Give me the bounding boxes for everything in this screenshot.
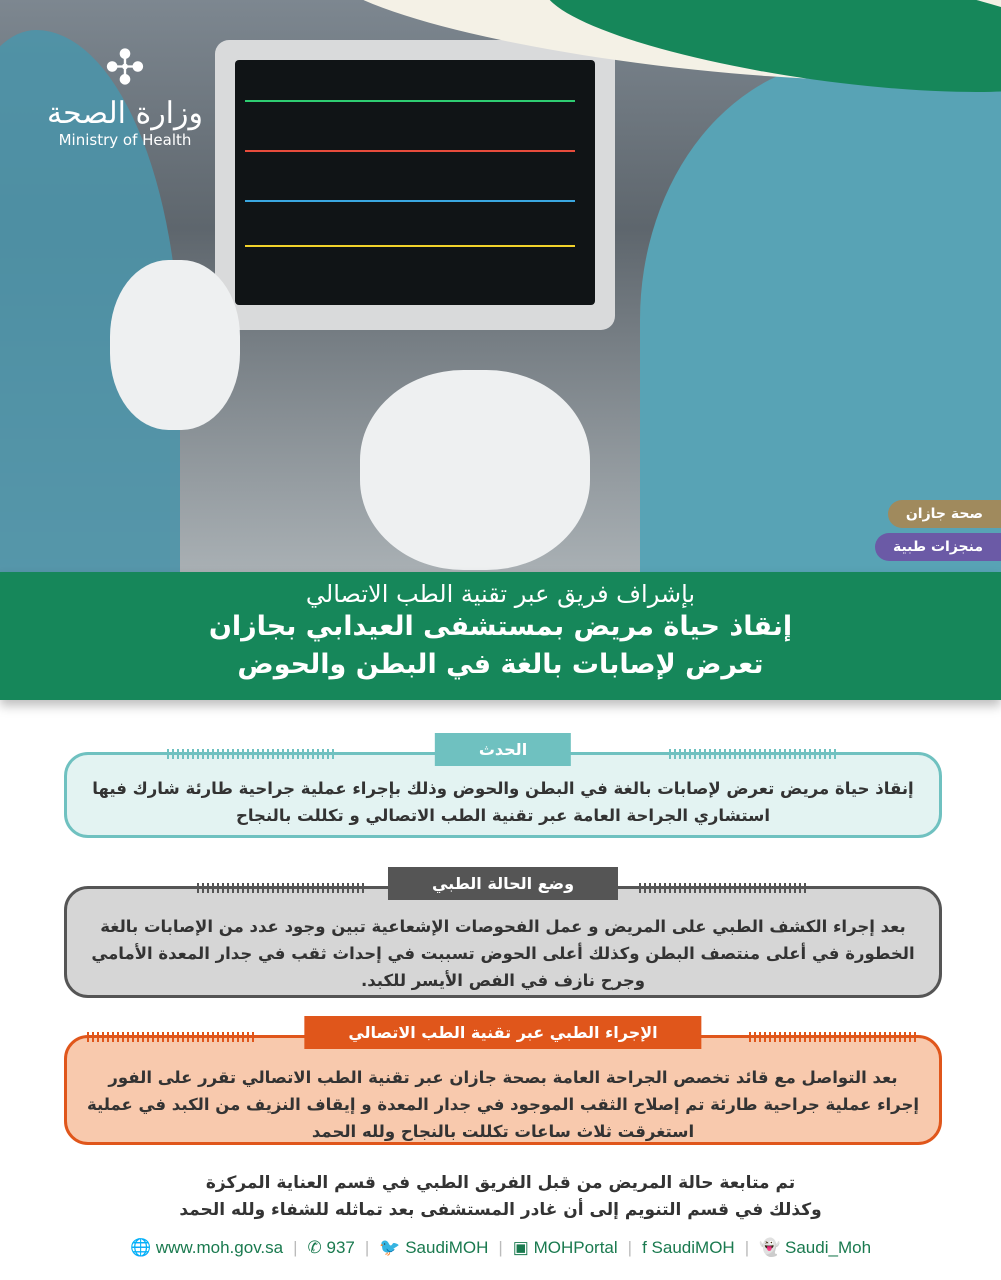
twitter-icon: 🐦	[379, 1238, 401, 1257]
phone-link[interactable]: ✆ 937	[307, 1238, 355, 1257]
snapchat-link[interactable]: 👻 Saudi_Moh	[759, 1238, 872, 1257]
facebook-link[interactable]: f SaudiMOH	[642, 1238, 735, 1257]
globe-icon: 🌐	[129, 1238, 152, 1257]
section-procedure	[64, 1023, 942, 1145]
moh-logo: ✣ وزارة الصحة Ministry of Health	[40, 40, 210, 149]
facebook-icon: f	[642, 1238, 647, 1257]
phone-icon: ✆	[307, 1238, 322, 1257]
website-link[interactable]: 🌐 www.moh.gov.sa	[129, 1238, 284, 1257]
badge-category: منجزات طبية	[875, 533, 1001, 561]
title-line-1: إنقاذ حياة مريض بمستشفى العيدابي بجازان	[208, 611, 793, 642]
section-event	[64, 740, 942, 838]
section-title: الحدث	[435, 733, 571, 766]
section-text: إنقاذ حياة مريض تعرض لإصابات بالغة في البطن والحوض وذلك بإجراء عملية جراحية طارئة شارك فيها استشاري الجراحة العامة عبر تقنية الطب الاتصالي و تكللت بالنجاح	[92, 779, 914, 825]
contact-bar: 🌐 www.moh.gov.sa | ✆ 937 | 🐦 SaudiMOH | ▣ MOHPortal | f SaudiMOH | 👻 Saudi_Moh	[129, 1238, 872, 1257]
section-text: بعد إجراء الكشف الطبي على المريض و عمل الفحوصات الإشعاعية تبين وجود عدد من الإصابات بالغة الخطورة في أعلى منتصف البطن وكذلك أعلى الحوض تسببت في إحداث ثقب في جدار المعدة الأمامي وجرح نازف في الفص الأيسر للكبد.	[91, 917, 915, 990]
youtube-link[interactable]: ▣ MOHPortal	[512, 1238, 618, 1257]
hero-photo	[0, 0, 1001, 572]
section-medical-status	[64, 874, 942, 998]
snapchat-icon: 👻	[759, 1238, 781, 1257]
twitter-link[interactable]: 🐦 SaudiMOH	[379, 1238, 489, 1257]
monitor-image	[215, 40, 615, 330]
badge-region: صحة جازان	[888, 500, 1001, 528]
section-text: بعد التواصل مع قائد تخصص الجراحة العامة بصحة جازان عبر تقنية الطب الاتصالي تقرر على الفور إجراء عملية جراحية طارئة تم إصلاح الثقب الموجود في جدار المعدة و إيقاف النزيف من الكبد في عملية استغرقت ثلاث ساعات تكللت بالنجاح ولله الحمد	[87, 1068, 919, 1141]
subtitle: بإشراف فريق عبر تقنية الطب الاتصالي	[305, 580, 696, 608]
title-banner	[0, 572, 1001, 700]
section-title: وضع الحالة الطبي	[388, 867, 618, 900]
closing-text: تم متابعة حالة المريض من قبل الفريق الطبي في قسم العناية المركزة وكذلك في قسم التنويم إلى أن غادر المستشفى بعد تماثله للشفاء ولله الحمد	[179, 1173, 822, 1220]
title-line-2: تعرض لإصابات بالغة في البطن والحوض	[237, 649, 764, 680]
palm-swords-emblem-icon: ✣	[104, 40, 146, 96]
section-title: الإجراء الطبي عبر تقنية الطب الاتصالي	[304, 1016, 701, 1049]
youtube-icon: ▣	[512, 1238, 529, 1257]
